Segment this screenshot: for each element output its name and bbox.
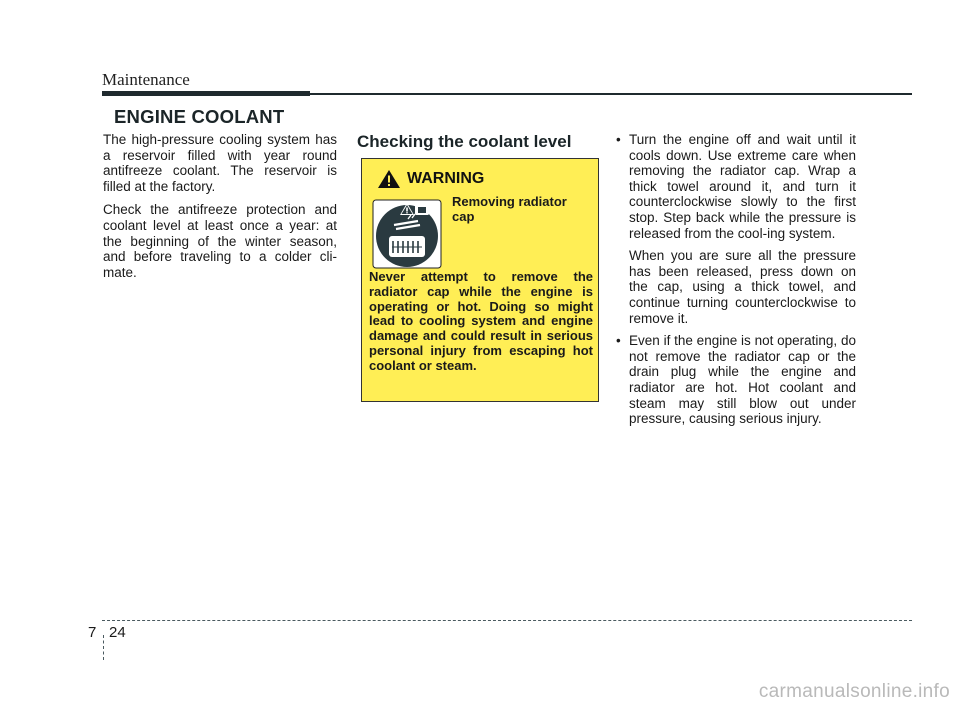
running-header: Maintenance bbox=[102, 70, 190, 89]
warning-body: Never attempt to remove the radiator cap while the engine is operating or hot. Doing so might lead to cooling system and engine damage and could result in serious personal injury from escaping hot coolant or steam. bbox=[369, 269, 593, 373]
list-item bbox=[613, 132, 856, 326]
warning-triangle-icon bbox=[377, 169, 401, 189]
column-1 bbox=[103, 132, 337, 288]
header-rule-thin bbox=[310, 93, 912, 95]
section-title: ENGINE COOLANT bbox=[114, 106, 285, 127]
header-rule-thick bbox=[102, 91, 310, 96]
bullet-paragraph: When you are sure all the pressure has been released, press down on the cap, using a thick towel, and continue turning counterclockwise to remove it. bbox=[629, 248, 856, 326]
column-3 bbox=[613, 132, 856, 434]
radiator-cap-warning-icon bbox=[372, 199, 442, 269]
footer-rule bbox=[102, 620, 912, 621]
warning-subtitle: Removing radiator cap bbox=[452, 194, 567, 224]
paragraph: Check the antifreeze protection and coolant level at least once a year: at the beginning of the winter season, and before traveling to a colder cli-mate. bbox=[103, 202, 337, 280]
subsection-title: Checking the coolant level bbox=[357, 132, 572, 151]
bullet-paragraph: • Even if the engine is not operating, do not remove the radiator cap or the drain plug while the engine and radiator are hot. Hot coolant and steam may still blow out under pressure, causing serious injury. bbox=[629, 333, 856, 427]
warning-label: WARNING bbox=[407, 170, 485, 187]
watermark: carmanualsonline.info bbox=[758, 681, 950, 702]
warning-box bbox=[361, 158, 599, 402]
bullet-paragraph: • Turn the engine off and wait until it cools down. Use extreme care when removing the radiator cap. Wrap a thick towel around it, and turn it counterclockwise slowly to the first stop. Step back while the pressure is released from the cool-ing system. bbox=[629, 132, 856, 241]
page-number: 24 bbox=[109, 624, 126, 641]
warning-header bbox=[377, 169, 484, 189]
bullet-list bbox=[613, 132, 856, 427]
list-item bbox=[613, 333, 856, 427]
footer-vertical-rule bbox=[103, 635, 104, 660]
chapter-number: 7 bbox=[88, 624, 97, 641]
paragraph: The high-pressure cooling system has a reservoir filled with year round antifreeze coolant. The reservoir is filled at the factory. bbox=[103, 132, 337, 194]
